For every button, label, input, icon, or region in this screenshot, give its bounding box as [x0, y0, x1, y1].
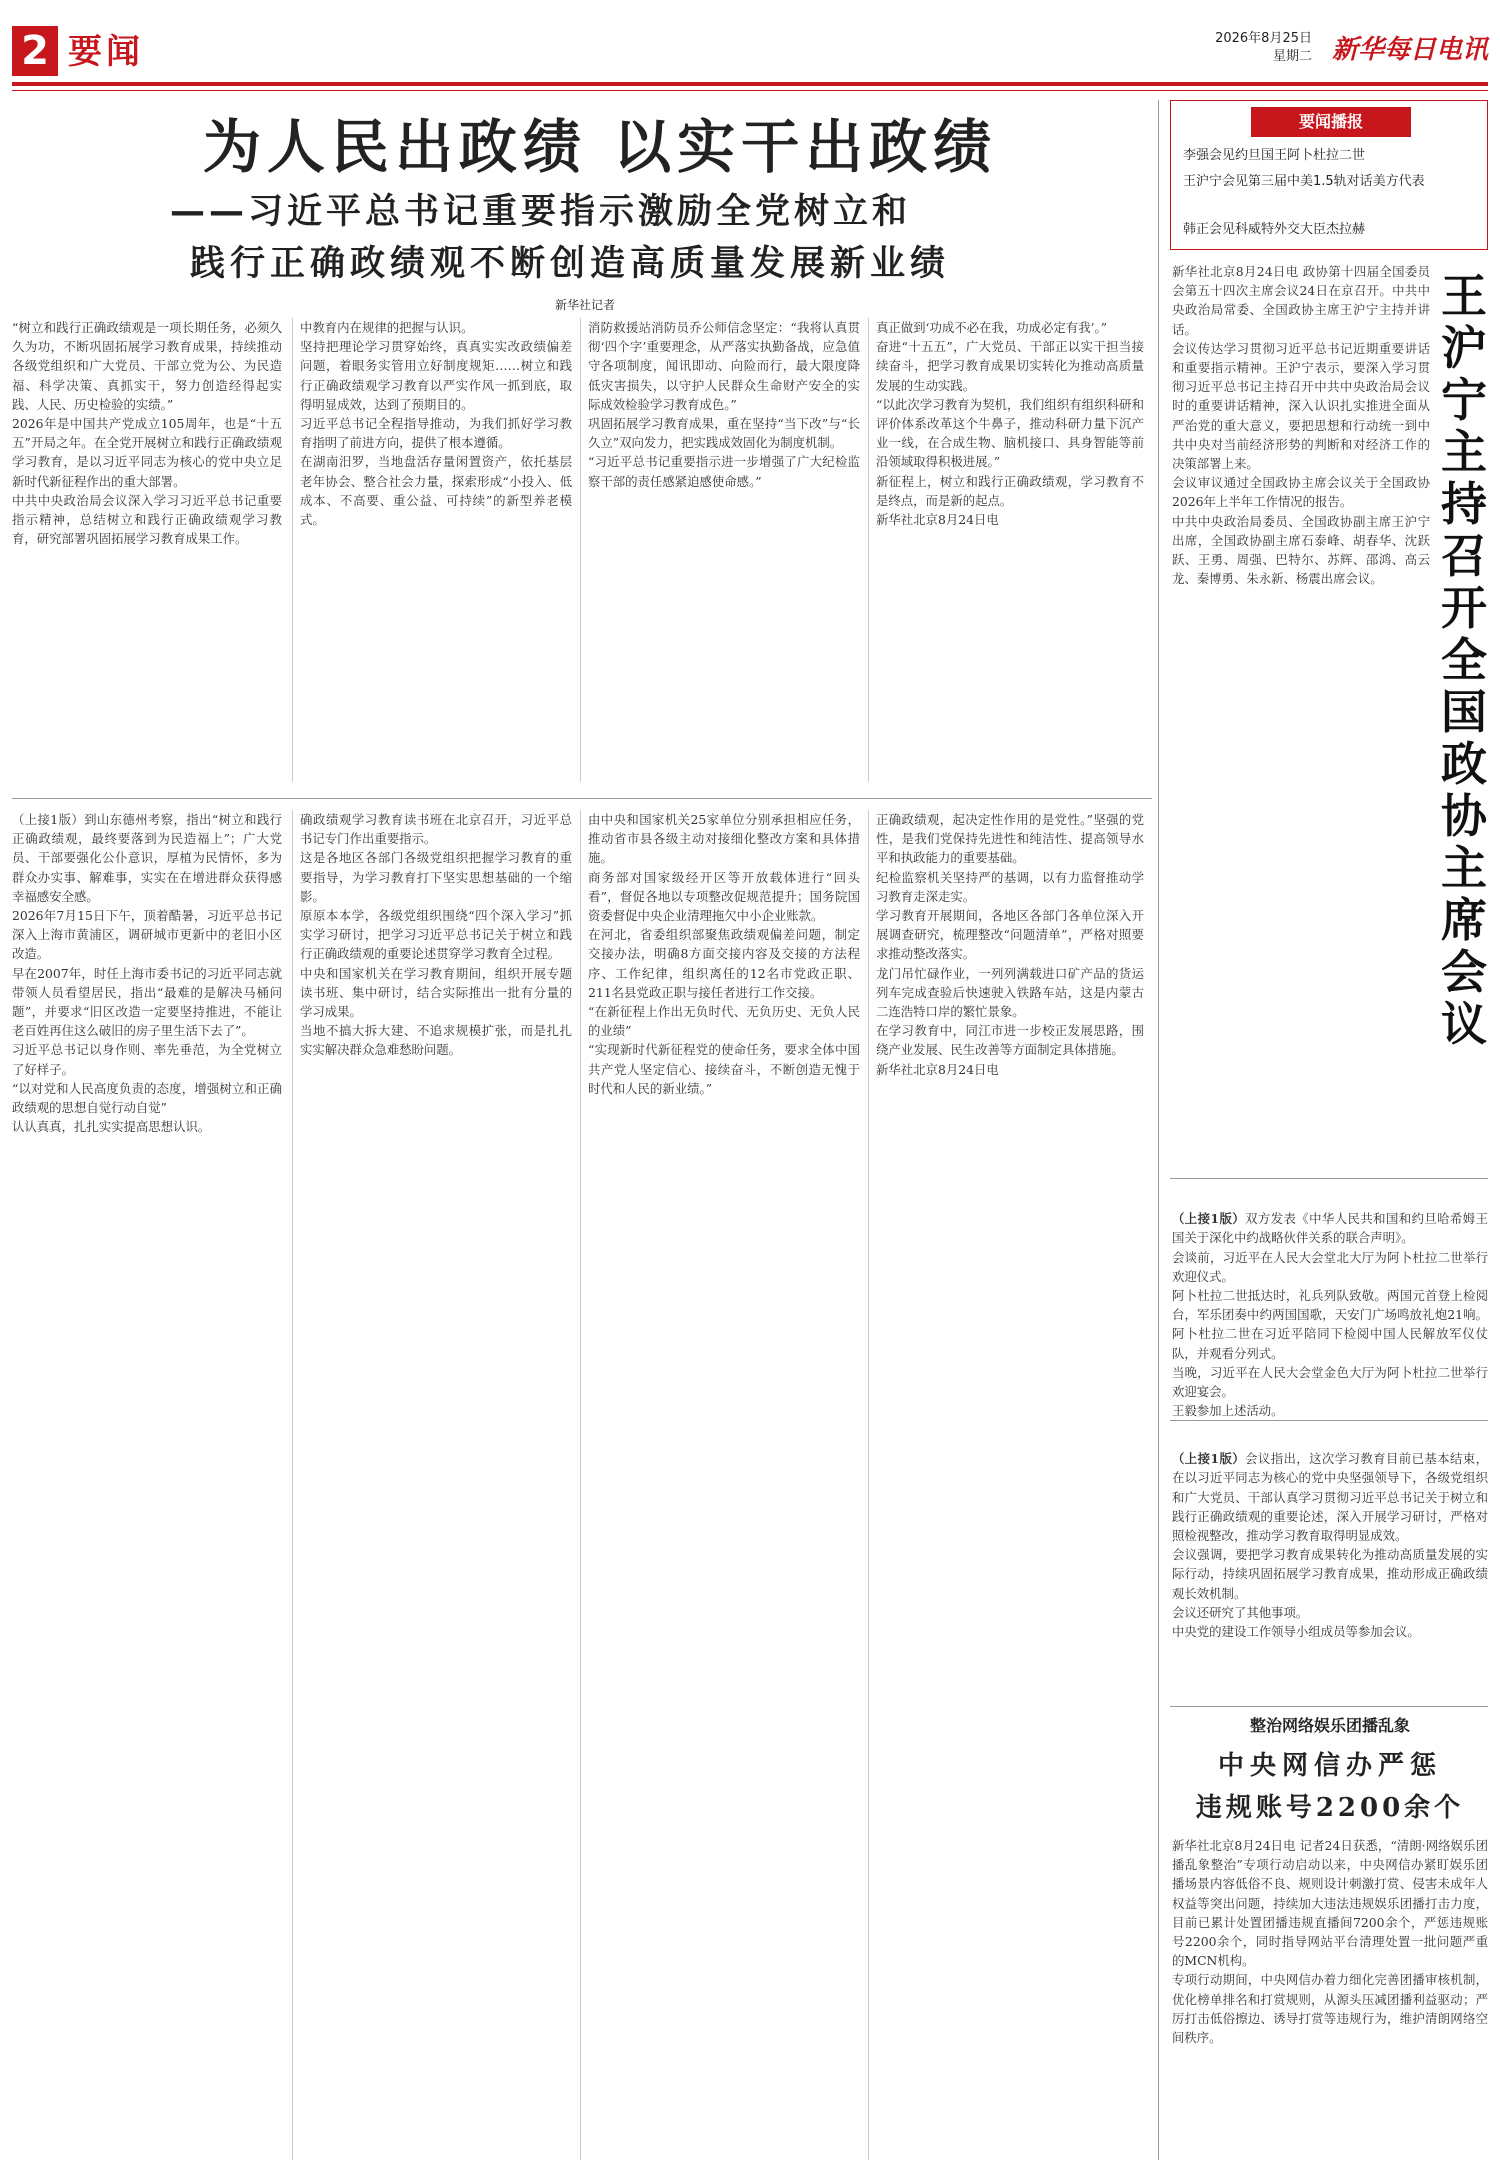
header-rule: [12, 82, 1488, 86]
column-divider: [1158, 100, 1159, 2160]
column-divider: [580, 318, 581, 782]
column-divider: [868, 318, 869, 782]
article-column: 真正做到‘功成不必在我，功成必定有我’。” 奋进“十五五”，广大党员、干部正以实干担当接续奋斗，把学习教育成果切实转化为推动高质量发展的生动实践。 “以此次学习教育为契机，我们组织有组织科研和评价体系改革这个牛鼻子，推动科研力量下沉产业一线，在合成生物、脑机接口、具身智能等前沿领域取得积极进展。” 新征程上，树立和践行正确政绩观，学习教育不是终点，而是新的起点。 新华社北京8月24日电: [876, 320, 1144, 528]
date-text: 2026年8月25日: [1215, 31, 1312, 46]
issue-date: [1192, 30, 1312, 66]
article-column: 确政绩观学习教育读书班在北京召开，习近平总书记专门作出重要指示。 这是各地区各部门各级党组织把握学习教育的重要指导，为学习教育打下坚实思想基础的一个缩影。 原原本本学，各级党组织围绕“四个深入学习”抓实学习研讨，把学习习近平总书记关于树立和践行正确政绩观的重要论述贯穿学习教育全过程。 中央和国家机关在学习教育期间，组织开展专题读书班、集中研讨，结合实际推出一批有分量的学习成果。 当地不搞大拆大建、不追求规模扩张，而是扎扎实实解决群众急难愁盼问题。: [300, 812, 572, 1058]
byline: 新华社记者: [555, 298, 616, 312]
main-headline: 为人民出政绩 以实干出政绩: [202, 113, 998, 181]
bottom-story-kicker: 整治网络娱乐团播乱象: [1249, 1716, 1410, 1735]
meeting-label: （上接1版）: [1172, 1451, 1246, 1467]
section-divider: [1170, 1178, 1488, 1179]
bottom-story-body: 新华社北京8月24日电 记者24日获悉，“清朗·网络娱乐团播乱象整治”专项行动启动以来，中央网信办紧盯娱乐团播场景内容低俗不良、规则设计刺激打赏、侵害未成年人权益等突出问题，持续加大违法违规娱乐团播打击力度，目前已累计处置团播违规直播间7200余个，严惩违规账号2200余个，同时指导网站平台清理处置一批问题严重的MCN机构。 专项行动期间，中央网信办着力细化完善团播审核机制，优化榜单排名和打赏规则，从源头压减团播利益驱动；严厉打击低俗擦边、诱导打赏等违规行为，维护清朗网络空间秩序。: [1172, 1838, 1488, 2046]
section-divider: [1170, 1706, 1488, 1707]
news-briefs-title: 要闻播报: [1251, 107, 1411, 137]
column-divider: [868, 810, 869, 2160]
brief-item[interactable]: 李强会见约旦国王阿卜杜拉二世: [1183, 148, 1366, 163]
article-column: 消防救援站消防员乔公师信念坚定：“我将认真贯彻‘四个字’重要理念，从严落实执勤备战，应急值守各项制度，闻讯即动、向险而行，最大限度降低灾害损失，以守护人民群众生命财产安全的实际成效检验学习教育成色。” 巩固拓展学习教育成果，重在坚持“当下改”与“长久立”双向发力，把实践成效固化为制度机制。 “习近平总书记重要指示进一步增强了广大纪检监察干部的责任感紧迫感使命感。”: [588, 320, 860, 489]
masthead: [12, 20, 1488, 82]
column-divider: [292, 318, 293, 782]
subheadline-line-2: 践行正确政绩观不断创造高质量发展新业绩: [190, 244, 951, 284]
section-divider: [12, 798, 1152, 799]
column-divider: [292, 810, 293, 2160]
brand-logo: 新华每日电讯: [1332, 35, 1489, 65]
brief-item[interactable]: 韩正会见科威特外交大臣杰拉赫: [1183, 222, 1366, 237]
meeting-body: 会议指出，这次学习教育目前已基本结束，在以习近平同志为核心的党中央坚强领导下，各级党组织和广大党员、干部认真学习贯彻习近平总书记关于树立和践行正确政绩观的重要论述，深入开展学习研讨，严格对照检视整改，推动学习教育取得明显成效。 会议强调，要把学习教育成果转化为推动高质量发展的实际行动，持续巩固拓展学习教育成果，推动形成正确政绩观长效机制。 会议还研究了其他事项。 中央党的建设工作领导小组成员等参加会议。: [1172, 1451, 1488, 1640]
section-divider: [1170, 1420, 1488, 1421]
subheadline-line-1: ——习近平总书记重要指示激励全党树立和: [170, 192, 912, 232]
bottom-story-title-line-1: 中央网信办严惩: [1217, 1751, 1442, 1781]
meeting-story: [1172, 1430, 1488, 1700]
side-story-title: 王沪宁主持召开全国政协主席会议: [1441, 269, 1487, 1051]
side-story-body: 新华社北京8月24日电 政协第十四届全国委员会第五十四次主席会议24日在京召开。中共中央政治局常委、全国政协主席王沪宁主持并讲话。 会议传达学习贯彻习近平总书记近期重要讲话和重要指示精神。王沪宁表示，要深入学习贯彻习近平总书记主持召开中共中央政治局会议时的重要讲话精神，深入认识扎实推进全面从严治党的重大意义，要把思想和行动统一到中共中央对当前经济形势的判断和对经济工作的决策部署上来。 会议审议通过全国政协主席会议关于全国政协2026年上半年工作情况的报告。 中共中央政治局委员、全国政协副主席王沪宁出席，全国政协副主席石泰峰、胡春华、沈跃跃、王勇、周强、巴特尔、苏辉、邵鸿、高云龙、秦博勇、朱永新、杨震出席会议。: [1172, 264, 1430, 587]
article-column: 中教育内在规律的把握与认识。 坚持把理论学习贯穿始终，真真实实改政绩偏差问题，着眼务实管用立好制度规矩……树立和践行正确政绩观学习教育以严实作风一抓到底，取得明显成效，达到了预期目的。 习近平总书记全程指导推动，为我们抓好学习教育指明了前进方向，提供了根本遵循。 在湖南汨罗，当地盘活存量闲置资产，依托基层老年协会、整合社会力量，探索形成“小投入、低成本、不高要、重公益、可持续”的新型养老模式。: [300, 320, 572, 528]
article-column: （上接1版）到山东德州考察，指出“树立和践行正确政绩观，最终要落到为民造福上”；广大党员、干部要强化公仆意识，厚植为民情怀，多为群众办实事、解难事，实实在在增进群众获得感幸福感安全感。 2026年7月15日下午，顶着酷暑，习近平总书记深入上海市黄浦区，调研城市更新中的老旧小区改造。 早在2007年，时任上海市委书记的习近平同志就带领人员看望居民，指出“最难的是解决马桶问题”，并要求“旧区改造一定要坚持推进，不能让老百姓再住这么破旧的房子里生活下去了”。 习近平总书记以身作则、率先垂范，为全党树立了好样子。 “以对党和人民高度负责的态度，增强树立和正确政绩观的思想自觉行动自觉” 认认真真，扎扎实实提高思想认识。: [12, 812, 282, 1135]
page-number: 2: [12, 26, 58, 76]
article-column: 正确政绩观，起决定性作用的是党性。”坚强的党性，是我们党保持先进性和纯洁性、提高领导水平和执政能力的重要基础。 纪检监察机关坚持严的基调，以有力监督推动学习教育走深走实。 学习教育开展期间，各地区各部门各单位深入开展调查研究，梳理整改“问题清单”，严格对照要求推动整改落实。 龙门吊忙碌作业，一列列满载进口矿产品的货运列车完成查验后快速驶入铁路车站，这是内蒙古二连浩特口岸的繁忙景象。 在学习教育中，同江市进一步校正发展思路，围绕产业发展、民生改善等方面制定具体措施。 新华社北京8月24日电: [876, 812, 1144, 1077]
bottom-story-title-line-2: 违规账号2200余个: [1195, 1793, 1465, 1823]
news-briefs-box: [1170, 100, 1488, 250]
continuation-label: （上接1版）: [1172, 1211, 1246, 1227]
column-divider: [580, 810, 581, 2160]
continuation-story: [1172, 1190, 1488, 1419]
article-column: 由中央和国家机关25家单位分别承担相应任务，推动省市县各级主动对接细化整改方案和具体措施。 商务部对国家级经开区等开放载体进行“回头看”，督促各地以专项整改促规范提升；国务院国资委督促中央企业清理拖欠中小企业账款。 在河北，省委组织部聚焦政绩观偏差问题，制定交接办法，明确8方面交接内容及交接的方法程序、工作纪律，组织离任的12名市党政正职、211名县党政正职与接任者进行工作交接。 “在新征程上作出无负时代、无负历史、无负人民的业绩” “实现新时代新征程党的使命任务，要求全体中国共产党人坚定信心、接续奋斗，不断创造无愧于时代和人民的新业绩。”: [588, 812, 860, 1096]
section-name: 要闻: [68, 32, 144, 72]
weekday-text: 星期二: [1272, 49, 1312, 64]
header-rule-thin: [12, 90, 1488, 91]
brief-item[interactable]: 王沪宁会见第三届中美1.5轨对话美方代表: [1183, 174, 1425, 189]
continuation-body: 双方发表《中华人民共和国和约旦哈希姆王国关于深化中约战略伙伴关系的联合声明》。 会谈前，习近平在人民大会堂北大厅为阿卜杜拉二世举行欢迎仪式。 阿卜杜拉二世抵达时，礼兵列队致敬。两国元首登上检阅台，军乐团奏中约两国国歌，天安门广场鸣放礼炮21响。阿卜杜拉二世在习近平陪同下检阅中国人民解放军仪仗队，并观看分列式。 当晚，习近平在人民大会堂金色大厅为阿卜杜拉二世举行欢迎宴会。 王毅参加上述活动。: [1172, 1211, 1488, 1419]
article-column: “树立和践行正确政绩观是一项长期任务，必须久久为功，不断巩固拓展学习教育成果，持续推动各级党组织和广大党员、干部立党为公、为民造福、科学决策、真抓实干，努力创造经得起实践、人民、历史检验的实绩。” 2026年是中国共产党成立105周年，也是“十五五”开局之年。在全党开展树立和践行正确政绩观学习教育，是以习近平同志为核心的党中央立足新时代新征程作出的重大部署。 中共中央政治局会议深入学习习近平总书记重要指示精神，总结树立和践行正确政绩观学习教育，研究部署巩固拓展学习教育成果工作。: [12, 320, 282, 547]
